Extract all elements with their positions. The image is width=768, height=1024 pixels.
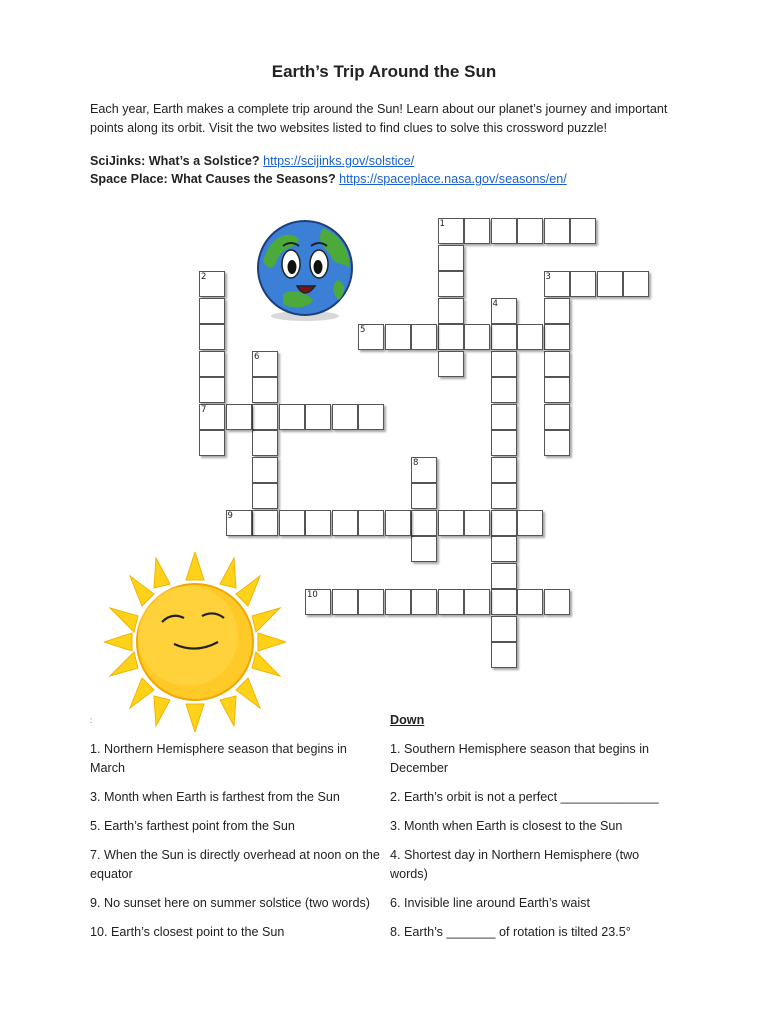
crossword-cell[interactable] bbox=[411, 457, 437, 483]
crossword-cell[interactable] bbox=[358, 324, 384, 350]
across-clue: 9. No sunset here on summer solstice (two words) bbox=[90, 896, 370, 910]
crossword-cell[interactable] bbox=[544, 324, 570, 350]
crossword-cell[interactable] bbox=[544, 218, 570, 244]
crossword-cell[interactable] bbox=[226, 510, 252, 536]
down-clue: 2. Earth’s orbit is not a perfect ______________ bbox=[390, 790, 659, 804]
crossword-cell[interactable] bbox=[491, 404, 517, 430]
across-header-mark: : bbox=[90, 716, 93, 725]
crossword-cell[interactable] bbox=[544, 589, 570, 615]
crossword-cell[interactable] bbox=[544, 351, 570, 377]
crossword-cell[interactable] bbox=[199, 404, 225, 430]
crossword-cell[interactable] bbox=[491, 510, 517, 536]
crossword-cell[interactable] bbox=[517, 510, 543, 536]
clue-number: 3 bbox=[545, 272, 551, 282]
crossword-cell[interactable] bbox=[385, 510, 411, 536]
link-2-label: Space Place: What Causes the Seasons? bbox=[90, 172, 336, 186]
clue-number: 2 bbox=[201, 272, 207, 282]
crossword-cell[interactable] bbox=[411, 510, 437, 536]
clue-number: 10 bbox=[307, 590, 318, 600]
crossword-cell[interactable] bbox=[252, 351, 278, 377]
crossword-cell[interactable] bbox=[491, 616, 517, 642]
crossword-cell[interactable] bbox=[464, 589, 490, 615]
across-clues bbox=[90, 740, 382, 952]
crossword-cell[interactable] bbox=[544, 404, 570, 430]
down-clue: 4. Shortest day in Northern Hemisphere (two words) bbox=[390, 848, 640, 881]
down-clues bbox=[390, 740, 680, 952]
crossword-cell[interactable] bbox=[464, 510, 490, 536]
crossword-cell[interactable] bbox=[491, 457, 517, 483]
clue-number: 9 bbox=[227, 510, 233, 521]
crossword-cell[interactable] bbox=[411, 536, 437, 562]
crossword-cell[interactable] bbox=[491, 642, 517, 668]
crossword-cell[interactable] bbox=[252, 483, 278, 509]
crossword-cell[interactable] bbox=[544, 298, 570, 324]
clue-number: 6 bbox=[254, 351, 260, 362]
across-clue: 5. Earth’s farthest point from the Sun bbox=[90, 819, 295, 833]
crossword-cell[interactable] bbox=[252, 377, 278, 403]
page-title: Earth’s Trip Around the Sun bbox=[271, 62, 497, 81]
crossword-cell[interactable] bbox=[252, 457, 278, 483]
crossword-cell[interactable] bbox=[491, 563, 517, 589]
down-clue: 8. Earth’s _______ of rotation is tilted 23.5° bbox=[390, 925, 631, 939]
crossword-cell[interactable] bbox=[570, 271, 596, 297]
crossword-cell[interactable] bbox=[332, 404, 358, 430]
crossword-cell[interactable] bbox=[358, 510, 384, 536]
crossword-cell[interactable] bbox=[358, 404, 384, 430]
crossword-cell[interactable] bbox=[305, 589, 331, 615]
crossword-cell[interactable] bbox=[491, 536, 517, 562]
crossword-cell[interactable] bbox=[544, 430, 570, 456]
clue-number: 5 bbox=[360, 325, 366, 335]
crossword-cell[interactable] bbox=[491, 298, 517, 324]
crossword-cell[interactable] bbox=[199, 271, 225, 297]
link-line-2 bbox=[90, 170, 567, 188]
crossword-cell[interactable] bbox=[332, 589, 358, 615]
intro-paragraph: Each year, Earth makes a complete trip around the Sun! Learn about our planet’s journey and important points along its orbit. Visit the two websites listed to find clues to solve this crossword puzzle! bbox=[90, 102, 668, 135]
across-clue: 3. Month when Earth is farthest from the Sun bbox=[90, 790, 340, 804]
crossword-cell[interactable] bbox=[199, 298, 225, 324]
crossword-cell[interactable] bbox=[252, 510, 278, 536]
crossword-cell[interactable] bbox=[438, 589, 464, 615]
crossword-cell[interactable] bbox=[438, 298, 464, 324]
link-1-label: SciJinks: What’s a Solstice? bbox=[90, 154, 260, 168]
crossword-cell[interactable] bbox=[491, 324, 517, 350]
crossword-cell[interactable] bbox=[597, 271, 623, 297]
crossword-cell[interactable] bbox=[517, 324, 543, 350]
crossword-cell[interactable] bbox=[305, 404, 331, 430]
reference-links bbox=[90, 152, 567, 188]
crossword-cell[interactable] bbox=[464, 218, 490, 244]
down-clue: 3. Month when Earth is closest to the Sun bbox=[390, 819, 623, 833]
crossword-cell[interactable] bbox=[491, 483, 517, 509]
across-clue: 10. Earth’s closest point to the Sun bbox=[90, 925, 285, 939]
clue-number: 8 bbox=[413, 457, 419, 468]
crossword-cell[interactable] bbox=[491, 351, 517, 377]
crossword-cell[interactable] bbox=[305, 510, 331, 536]
across-clue: 7. When the Sun is directly overhead at noon on the equator bbox=[90, 848, 380, 881]
crossword-cell[interactable] bbox=[332, 510, 358, 536]
crossword-cell[interactable] bbox=[199, 324, 225, 350]
sun-cartoon-icon bbox=[104, 552, 286, 732]
crossword-cell[interactable] bbox=[517, 218, 543, 244]
crossword-cell[interactable] bbox=[491, 589, 517, 615]
crossword-cell[interactable] bbox=[358, 589, 384, 615]
crossword-cell[interactable] bbox=[491, 430, 517, 456]
crossword-cell[interactable] bbox=[411, 483, 437, 509]
crossword-cell[interactable] bbox=[544, 271, 570, 297]
crossword-cell[interactable] bbox=[252, 404, 278, 430]
crossword-cell[interactable] bbox=[279, 404, 305, 430]
earth-cartoon-icon bbox=[253, 216, 357, 322]
crossword-cell[interactable] bbox=[438, 324, 464, 350]
crossword-cell[interactable] bbox=[385, 324, 411, 350]
crossword-cell[interactable] bbox=[226, 404, 252, 430]
clue-number: 1 bbox=[439, 219, 445, 229]
clue-number: 4 bbox=[492, 298, 498, 309]
down-header: Down bbox=[390, 713, 425, 727]
crossword-cell[interactable] bbox=[438, 510, 464, 536]
crossword-cell[interactable] bbox=[491, 218, 517, 244]
crossword-cell[interactable] bbox=[252, 430, 278, 456]
crossword-cell[interactable] bbox=[623, 271, 649, 297]
crossword-cell[interactable] bbox=[517, 589, 543, 615]
crossword-cell[interactable] bbox=[411, 324, 437, 350]
clue-number: 7 bbox=[201, 404, 207, 415]
crossword-cell[interactable] bbox=[199, 377, 225, 403]
crossword-cell[interactable] bbox=[464, 324, 490, 350]
crossword-cell[interactable] bbox=[385, 589, 411, 615]
crossword-cell[interactable] bbox=[279, 510, 305, 536]
down-clue: 1. Southern Hemisphere season that begins in December bbox=[390, 742, 650, 775]
across-clue: 1. Northern Hemisphere season that begins in March bbox=[90, 742, 347, 775]
crossword-cell[interactable] bbox=[411, 589, 437, 615]
down-clue: 6. Invisible line around Earth’s waist bbox=[390, 896, 590, 910]
link-1-url[interactable]: https://scijinks.gov/solstice/ bbox=[263, 154, 415, 168]
crossword-cell[interactable] bbox=[438, 218, 464, 244]
crossword-cell[interactable] bbox=[544, 377, 570, 403]
crossword-cell[interactable] bbox=[570, 218, 596, 244]
crossword-cell[interactable] bbox=[491, 377, 517, 403]
crossword-cell[interactable] bbox=[438, 351, 464, 377]
crossword-cell[interactable] bbox=[199, 430, 225, 456]
link-line-1 bbox=[90, 152, 567, 170]
link-2-url[interactable]: https://spaceplace.nasa.gov/seasons/en/ bbox=[339, 172, 567, 186]
crossword-cell[interactable] bbox=[438, 271, 464, 297]
crossword-cell[interactable] bbox=[438, 245, 464, 271]
crossword-cell[interactable] bbox=[199, 351, 225, 377]
